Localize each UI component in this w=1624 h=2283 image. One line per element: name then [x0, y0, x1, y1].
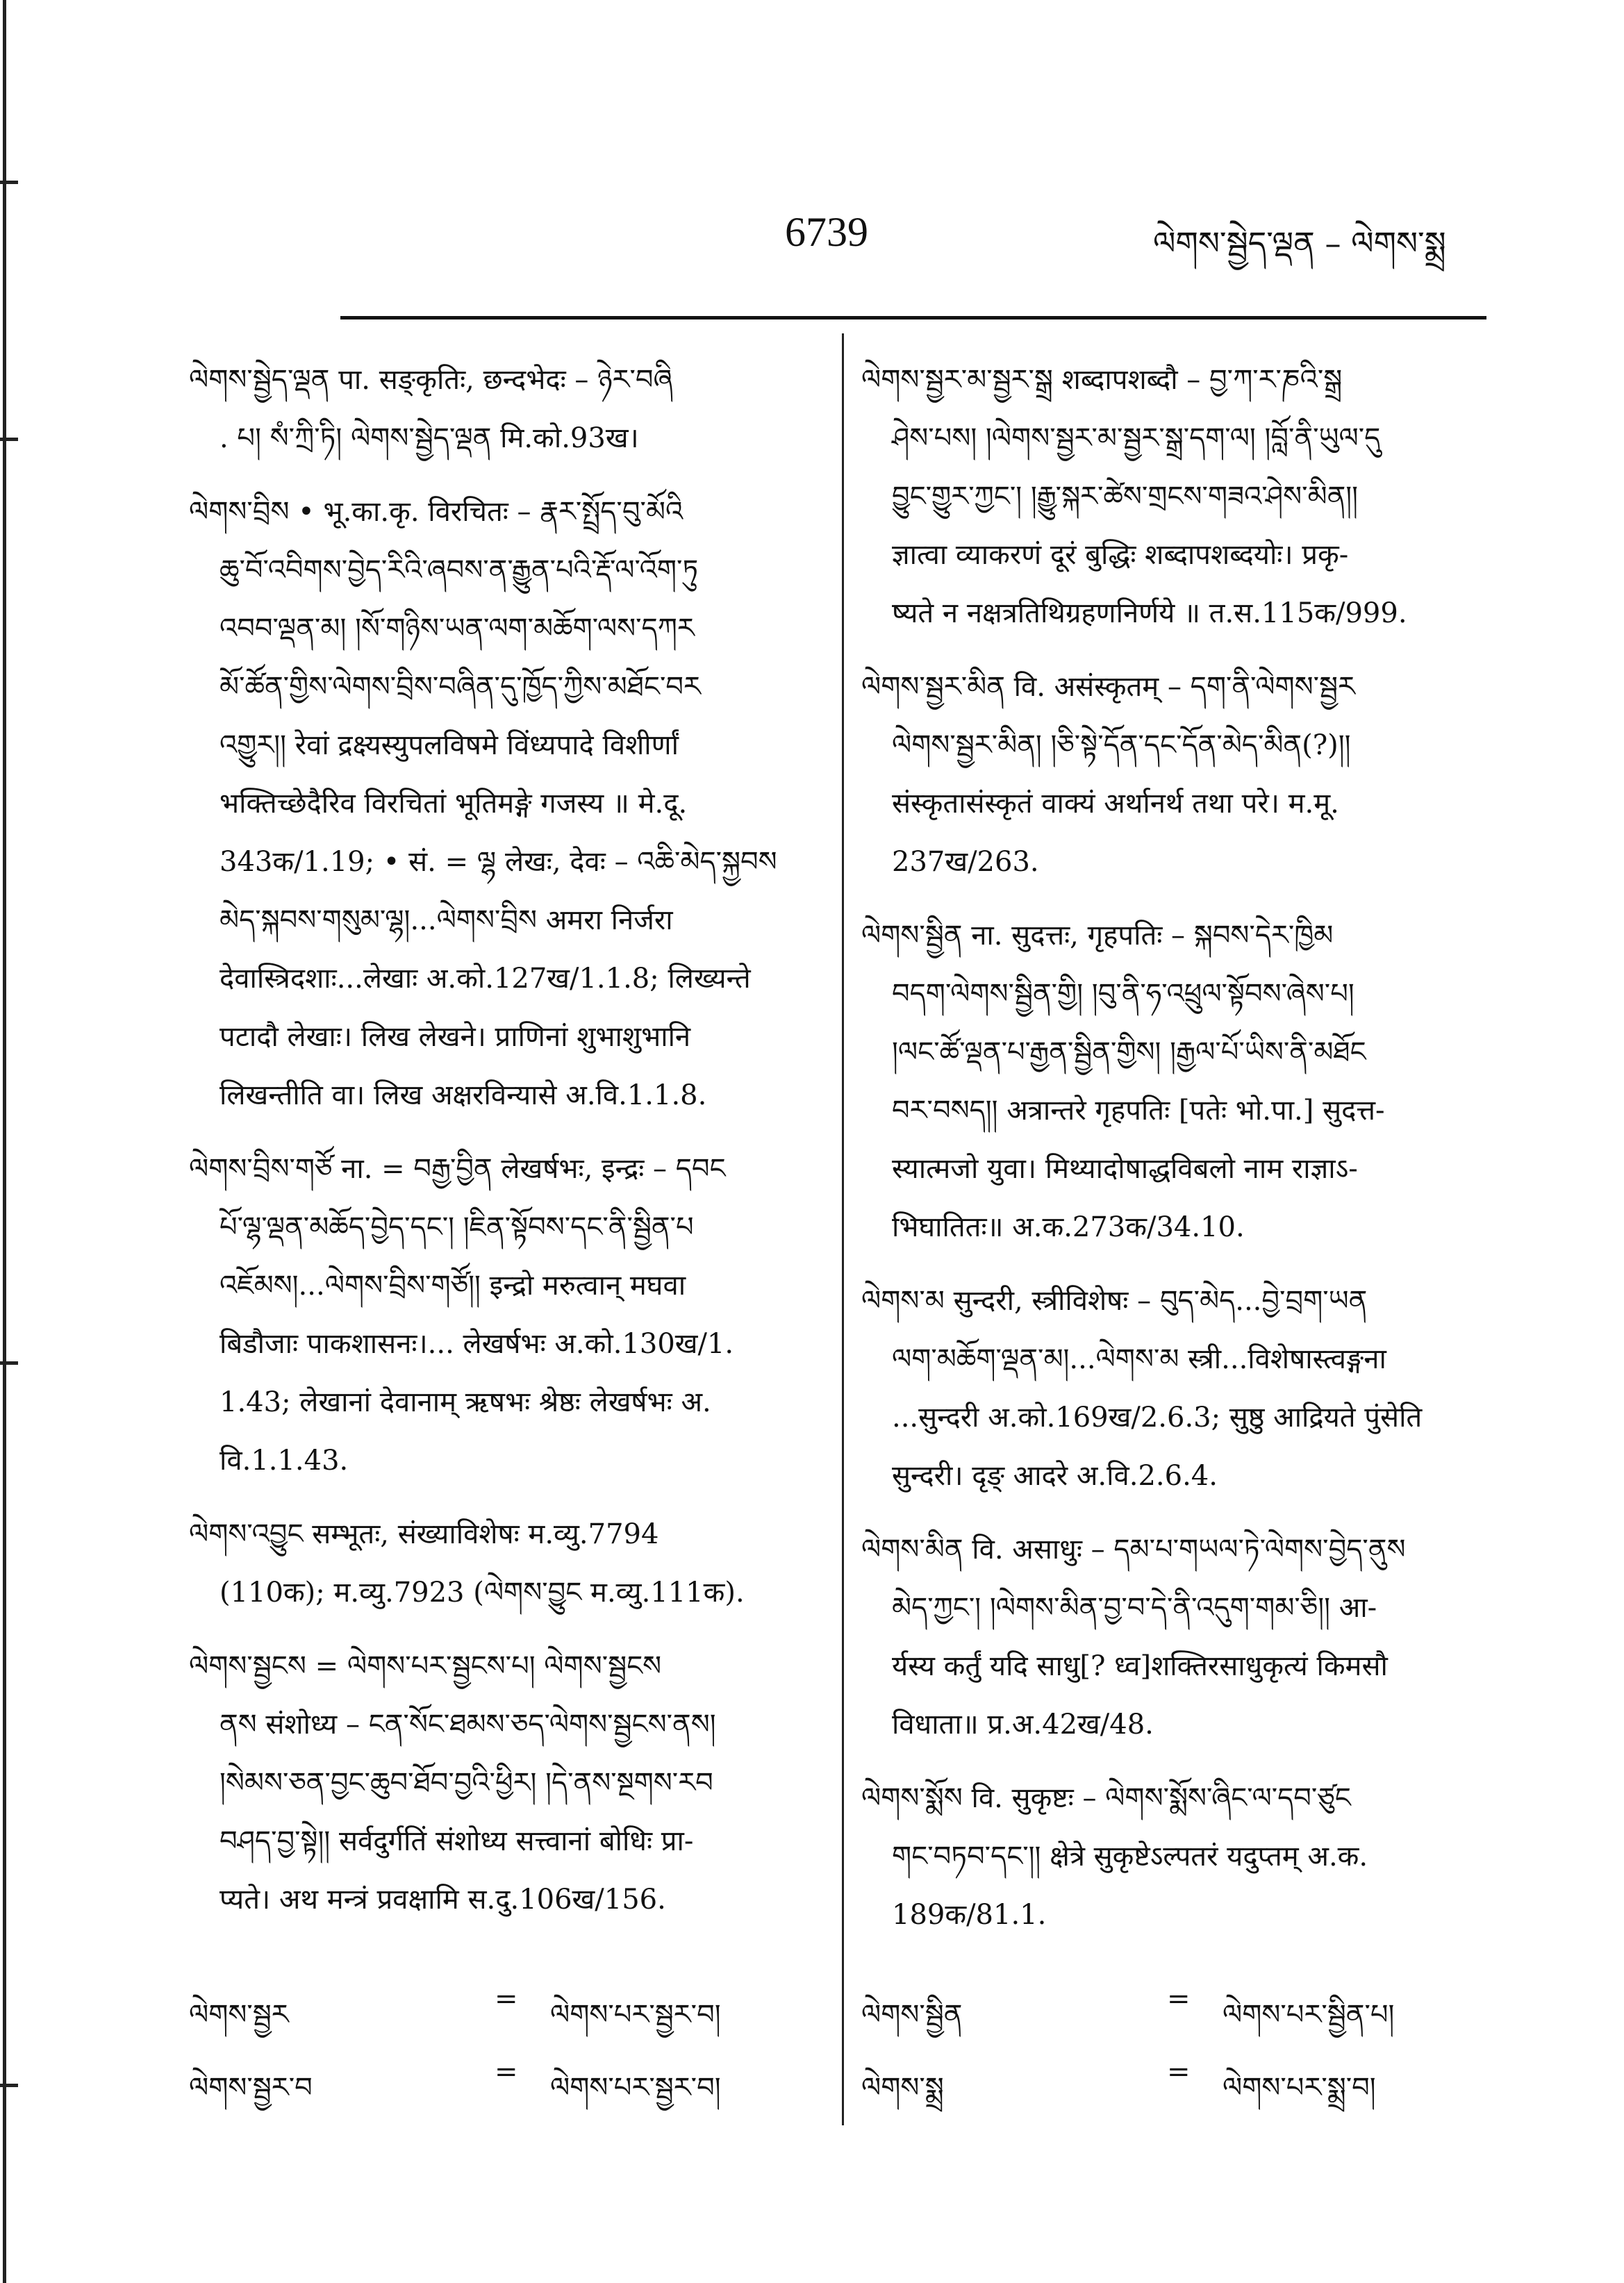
- xref-equals: =: [1167, 2056, 1191, 2088]
- entry-text-line: विधाता॥ प्र.अ.42ख/48.: [892, 1709, 1154, 1741]
- dictionary-entry: [189, 1637, 814, 1929]
- entry-text-line: (110क); म.व्यु.7923 (ལེགས་བྱུང म.व्यु.111क).: [219, 1577, 745, 1609]
- entry-text-line: 343क/1.19; • सं. = ལྷ लेखः, देवः – འཆི་མེད་སྐྱབས: [219, 846, 777, 878]
- dictionary-entry: [189, 483, 814, 1124]
- cross-reference: [189, 2056, 814, 2118]
- entry-text-line: र्यस्य कर्तुं यदि साधु[? ध्व]शक्तिरसाधुकृत्यं किमसौ: [892, 1650, 1388, 1682]
- xref-target: ལེགས་པར་སྦྱིན་པ།: [1223, 1999, 1395, 2031]
- scan-margin-tick: [0, 181, 18, 184]
- entry-text-line: प्यते। अथ मन्त्रं प्रवक्षामि स.दु.106ख/156.: [219, 1884, 666, 1916]
- xref-equals: =: [495, 1983, 518, 2015]
- entry-headline: ལེགས་བྲིས་གཙོ ना. = བརྒྱ་བྱིན लेखर्षभः, इन्द्रः – དབང: [189, 1153, 726, 1185]
- scan-margin-tick: [0, 2084, 18, 2087]
- column-divider: [842, 333, 844, 2125]
- entry-text-line: ནས संशोध्य – ངན་སོང་ཐམས་ཅད་ལེགས་སྦྱངས་ནས།: [219, 1709, 716, 1741]
- scan-margin-line: [3, 0, 6, 2283]
- entry-headline: ལེགས་མིན वि. असाधुः – དམ་པ་གཡལ་ཏེ་ལེགས་བྱེད་ནུས: [861, 1534, 1406, 1566]
- right-column: [861, 351, 1486, 1959]
- entry-headline: ལེགས་སྦྱེད་ལྡན पा. सङ्कृतिः, छन्दभेदः – ཉེར་བཞི: [189, 364, 673, 396]
- xref-headword: ལེགས་སྨྲ: [861, 2072, 944, 2104]
- dictionary-entry: [861, 1272, 1486, 1505]
- entry-text-line: །ལང་ཚོ་ལྡན་པ་རྒྱན་སྦྱིན་གྱིས། །རྒྱལ་པོ་ཡིས་ནི་མཐོང: [892, 1036, 1366, 1068]
- entry-text-line: འཇོམས།...ལེགས་བྲིས་གཙོ།། इन्द्रो मरुत्वान् मघवा: [219, 1270, 686, 1302]
- dictionary-entry: [861, 1769, 1486, 1944]
- entry-text-line: འགྱུར།། रेवां द्रक्ष्यस्युपलविषमे विंध्यपादे विशीर्णां: [219, 729, 679, 761]
- entry-text-line: वि.1.1.43.: [219, 1445, 349, 1477]
- entry-text-line: स्यात्मजो युवा। मिथ्यादोषाद्धविबलो नाम राज्ञाऽ-: [892, 1153, 1358, 1185]
- left-column: [189, 351, 814, 1944]
- entry-headline: ལེགས་སྨོས वि. सुकृष्टः – ལེགས་སྨོས་ཞིང་ལ་དབ་ཙུང: [861, 1782, 1351, 1814]
- dictionary-entry: [861, 351, 1486, 642]
- entry-text-line: མོ་ཚོན་གྱིས་ལེགས་བྲིས་བཞིན་དུ་ཁྱོད་ཀྱིས་མཐོང་བར: [219, 671, 701, 703]
- xref-equals: =: [495, 2056, 518, 2088]
- xref-equals: =: [1167, 1983, 1191, 2015]
- entry-text-line: བདག་ལེགས་སྦྱིན་གྱི། །བུ་ནི་ཧ་འཕྲུལ་སྟོབས་ཞེས་པ།: [892, 978, 1354, 1010]
- entry-text-line: . པ། སཾ་ཀྲི་ཏི། ལེགས་སྦྱེད་ལྡན मि.को.93ख।: [219, 422, 639, 454]
- dictionary-entry: [861, 906, 1486, 1256]
- entry-text-line: 189क/81.1.: [892, 1899, 1047, 1931]
- dictionary-entry: [189, 351, 814, 467]
- scan-margin-tick: [0, 438, 18, 441]
- cross-reference: [861, 1983, 1486, 2045]
- entry-headline: ལེགས་སྦྱར་མིན वि. असंस्कृतम् – དག་ནི་ལེགས་སྦྱར: [861, 671, 1355, 703]
- entry-headline: ལེགས་མ सुन्दरी, स्त्रीविशेषः – བུད་མེད...བྱེ་བྲག་ཡན: [861, 1285, 1368, 1317]
- entry-text-line: 237ख/263.: [892, 846, 1039, 878]
- entry-text-line: །སེམས་ཅན་བྱང་ཆུབ་ཐོབ་བྱའི་ཕྱིར། །དེ་ནས་སྔགས་རབ: [219, 1767, 713, 1799]
- entry-text-line: བཤད་བྱ་སྟེ།། सर्वदुर्गतिं संशोध्य सत्त्वानां बोधिः प्रा-: [219, 1825, 694, 1857]
- entry-text-line: सुन्दरी। दृङ् आदरे अ.वि.2.6.4.: [892, 1460, 1218, 1492]
- entry-text-line: ...सुन्दरी अ.को.169ख/2.6.3; सुष्ठु आद्रियते पुंसेति: [892, 1402, 1423, 1434]
- entry-text-line: པོ་ལྷ་ལྡན་མཆོད་བྱེད་དང་། །ཇིན་སྟོབས་དང་ནི་སྦྱིན་པ: [219, 1211, 694, 1243]
- entry-text-line: देवास्त्रिदशाः...लेखाः अ.को.127ख/1.1.8; लिख्यन्ते: [219, 963, 751, 995]
- xref-target: ལེགས་པར་སྦྱར་བ།: [550, 2072, 721, 2104]
- cross-reference: [861, 2056, 1486, 2118]
- entry-text-line: लिखन्तीति वा। लिख अक्षरविन्यासे अ.वि.1.1.8.: [219, 1079, 707, 1111]
- entry-text-line: भक्तिच्छेदैरिव विरचितां भूतिमङ्गे गजस्य ॥ मे.दू.: [219, 788, 688, 820]
- entry-text-line: གང་བཏབ་དང་།། क्षेत्रे सुकृष्टेऽल्पतरं यदुप्तम् अ.क.: [892, 1841, 1368, 1873]
- entry-text-line: འབབ་ལྡན་མ། །སོ་གཉིས་ཡན་ལག་མཆོག་ལས་དཀར: [219, 613, 695, 645]
- entry-text-line: མེད་ཀྱང་། །ལེགས་མིན་བྱ་བ་དེ་ནི་འདུག་གམ་ཅི།། आ-: [892, 1592, 1377, 1624]
- entry-headline: ལེགས་སྦྱངས = ལེགས་པར་སྦྱངས་པ། ལེགས་སྦྱངས: [189, 1650, 662, 1682]
- header-rule: [340, 316, 1486, 319]
- dictionary-entry: [189, 1505, 814, 1622]
- cross-reference: [189, 1983, 814, 2045]
- entry-headline: ལེགས་སྦྱིན ना. सुदत्तः, गृहपतिः – སྐབས་དེར་ཁྱིམ: [861, 920, 1334, 952]
- entry-text-line: ज्ञात्वा व्याकरणं दूरं बुद्धिः शब्दापशब्दयोः। प्रकृ-: [892, 539, 1349, 571]
- xref-headword: ལེགས་སྦྱིན: [861, 1999, 963, 2031]
- dictionary-entry: [189, 1140, 814, 1490]
- entry-text-line: पटादौ लेखाः। लिख लेखने। प्राणिनां शुभाशुभानि: [219, 1021, 691, 1053]
- entry-text-line: संस्कृतासंस्कृतं वाक्यं अर्थानर्थ तथा परे। म.मू.: [892, 788, 1339, 820]
- entry-text-line: बिडौजाः पाकशासनः।... लेखर्षभः अ.को.130ख/1.: [219, 1328, 734, 1360]
- entry-text-line: ཆུ་བོ་འབིགས་བྱེད་རིའི་ཞབས་ན་རྒྱུན་པའི་རྡོ་ལ་འོག་ཏུ: [219, 554, 699, 586]
- entry-text-line: བྱུང་གྱུར་ཀྱང་། །རྒྱུ་སྐར་ཚེས་གྲངས་གཟའ་ཤེས་མིན།།: [892, 481, 1359, 513]
- dictionary-entry: [861, 1520, 1486, 1754]
- xref-headword: ལེགས་སྦྱར: [189, 1999, 289, 2031]
- entry-text-line: མེད་སྐབས་གསུམ་ལྷ།...ལེགས་བྲིས अमरा निर्जरा: [219, 904, 673, 936]
- dictionary-entry: [861, 658, 1486, 891]
- scan-margin-tick: [0, 1361, 18, 1365]
- entry-headline: ལེགས་སྦྱར་མ་སྦྱར་སྒྲ शब्दापशब्दौ – བྱ་ཀ་ར་ཎའི་སྒྲ: [861, 364, 1343, 396]
- xref-headword: ལེགས་སྦྱར་བ: [189, 2072, 313, 2104]
- running-head: ལེགས་སྦྱེད་ལྡན – ལེགས་སྨྲ: [1153, 224, 1446, 262]
- entry-headline: ལེགས་འབྱུང सम्भूतः, संख्याविशेषः म.व्यु.7794: [189, 1518, 659, 1550]
- entry-text-line: ཤེས་པས། །ལེགས་སྦྱར་མ་སྦྱར་སྒྲ་དག་ལ། །བློ་ནི་ཡུལ་དུ: [892, 422, 1381, 454]
- entry-text-line: བར་བསད།། अत्रान्तरे गृहपतिः [पतेः भो.पा.] सुदत्त-: [892, 1095, 1385, 1127]
- entry-text-line: ष्यते न नक्षत्रतिथिग्रहणनिर्णये ॥ त.स.115क/999.: [892, 597, 1407, 629]
- entry-text-line: ལེགས་སྦྱར་མིན། །ཅི་སྟེ་དོན་དང་དོན་མེད་མིན(?)།།: [892, 729, 1351, 761]
- entry-text-line: 1.43; लेखानां देवानाम् ऋषभः श्रेष्ठः लेखर्षभः अ.: [219, 1386, 711, 1418]
- xref-target: ལེགས་པར་སྨྲ་བ།: [1223, 2072, 1376, 2104]
- page-number: 6739: [785, 209, 868, 255]
- entry-text-line: भिघातितः॥ अ.क.273क/34.10.: [892, 1211, 1245, 1243]
- entry-text-line: ལག་མཆོག་ལྡན་མ།...ལེགས་མ स्त्री...विशेषास्त्वङ्गना: [892, 1343, 1386, 1375]
- xref-target: ལེགས་པར་སྦྱར་བ།: [550, 1999, 721, 2031]
- entry-headline: ལེགས་བྲིས • भू.का.कृ. विरचितः – རྣར་སྤྲོད་བུ་མོའི: [189, 496, 683, 528]
